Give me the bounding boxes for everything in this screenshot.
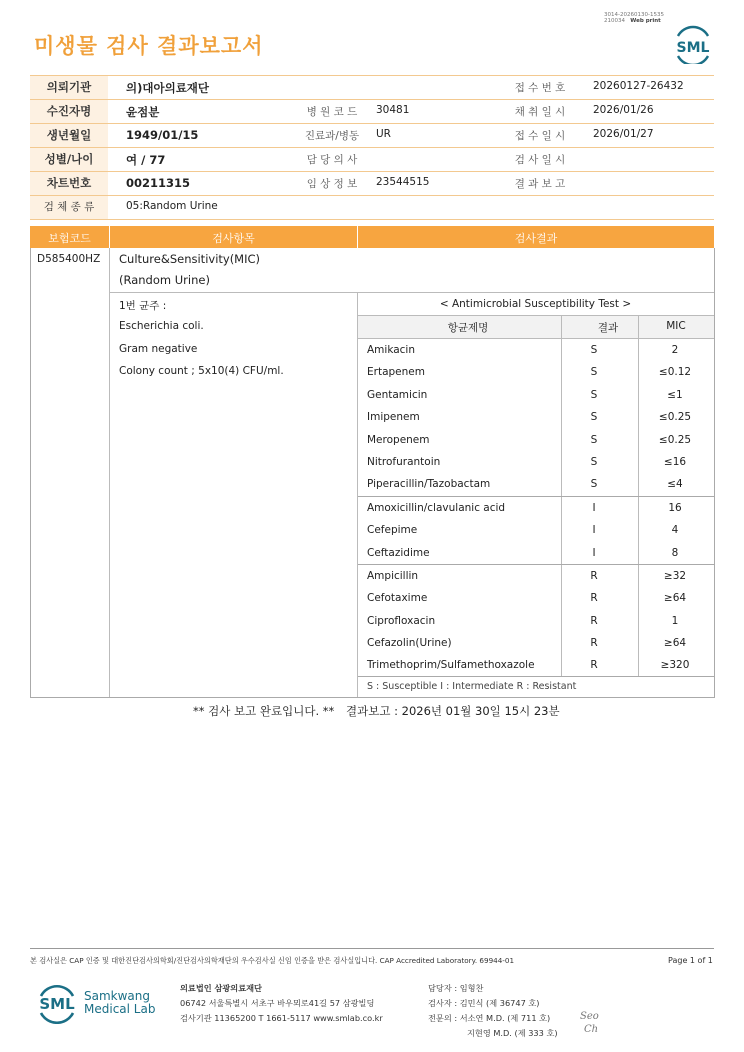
label-accession-no: 접 수 번 호	[514, 82, 566, 94]
value-requester: 의)대아의료재단	[126, 81, 210, 95]
value-specimen-type: 05:Random Urine	[126, 200, 218, 212]
label-chart-no: 차트번호	[30, 172, 108, 195]
value-received-date: 2026/01/27	[593, 128, 654, 140]
ast-row	[358, 496, 714, 519]
drug-mic: 4	[671, 524, 679, 537]
ast-row	[358, 361, 714, 383]
drug-name: Amoxicillin/clavulanic acid	[367, 501, 506, 514]
insurance-code: D585400HZ	[37, 253, 101, 265]
patient-info-table	[30, 75, 714, 220]
label-received-date: 접 수 일 시	[514, 130, 566, 142]
ast-row	[358, 339, 714, 361]
col-mic: MIC	[666, 320, 686, 332]
value-hospital-code: 30481	[376, 104, 410, 116]
org-address: 06742 서울특별시 서초구 바우뫼로41길 57 삼광빌딩	[180, 998, 375, 1008]
drug-result: R	[590, 569, 598, 582]
drug-result: I	[592, 524, 596, 537]
ast-row	[358, 564, 714, 587]
staff-info	[428, 981, 558, 1041]
sml-logo-icon	[672, 24, 714, 64]
stamp-web: Web print	[630, 18, 661, 24]
drug-name: Ertapenem	[367, 366, 425, 379]
row-divider	[358, 676, 714, 677]
drug-mic: ≤1	[667, 388, 683, 401]
drug-mic: 16	[668, 501, 682, 514]
report-complete-text: ** 검사 보고 완료입니다. **	[193, 704, 335, 718]
drug-name: Cefotaxime	[367, 592, 428, 605]
ast-rows	[358, 339, 714, 677]
drug-result: R	[590, 637, 598, 650]
drug-result: S	[590, 411, 598, 424]
drug-result: R	[590, 614, 598, 627]
value-sex-age: 여 / 77	[126, 153, 166, 167]
value-collection-date: 2026/01/26	[593, 104, 654, 116]
drug-mic: ≤4	[667, 478, 683, 491]
label-birth-date: 생년월일	[30, 124, 108, 147]
info-row	[30, 124, 714, 148]
stamp-code: 210034	[604, 18, 625, 24]
header-divider	[109, 226, 110, 248]
label-physician: 담 당 의 사	[306, 154, 358, 166]
drug-result: I	[592, 501, 596, 514]
ast-row	[358, 384, 714, 406]
info-row	[30, 75, 714, 100]
ast-row	[358, 542, 714, 564]
drug-result: R	[590, 592, 598, 605]
ast-row	[358, 429, 714, 451]
org-info	[180, 981, 383, 1026]
header-test-item: 검사항목	[212, 232, 255, 245]
col-drug: 항균제명	[447, 322, 489, 334]
sml-logo-icon	[36, 982, 78, 1024]
signature	[580, 1010, 599, 1036]
organism-name: Escherichia coli.	[119, 320, 204, 332]
signature-2: Ch	[584, 1024, 599, 1035]
drug-mic: ≥320	[660, 659, 690, 672]
drug-name: Imipenem	[367, 411, 420, 424]
drug-name: Cefepime	[367, 524, 418, 537]
drug-mic: 1	[671, 614, 679, 627]
ast-row	[358, 632, 714, 654]
value-accession-no: 20260127-26432	[593, 80, 684, 92]
staff-name: 지현영 M.D. (제 333 호)	[467, 1028, 558, 1038]
info-row	[30, 196, 714, 220]
label-department: 진료과/병동	[304, 130, 360, 142]
drug-mic: ≥64	[663, 592, 687, 605]
value-patient-name: 윤점분	[126, 105, 160, 119]
ast-row	[358, 587, 714, 609]
header-divider	[357, 226, 358, 248]
ast-row	[358, 473, 714, 495]
ast-title: < Antimicrobial Susceptibility Test >	[439, 298, 632, 310]
brand-line2: Medical Lab	[84, 1002, 156, 1016]
value-department: UR	[376, 128, 391, 140]
value-clinical-info: 23544515	[376, 176, 430, 188]
drug-mic: ≤0.25	[658, 411, 692, 424]
label-test-date: 검 사 일 시	[514, 154, 566, 166]
svg-text:SML: SML	[39, 995, 75, 1013]
drug-mic: ≤16	[663, 455, 687, 468]
drug-mic: ≤0.25	[658, 433, 692, 446]
brand-name	[84, 990, 155, 1016]
col-result: 결과	[597, 322, 619, 334]
report-datetime: 결과보고 : 2026년 01월 30일 15시 23분	[346, 704, 560, 718]
drug-result: S	[590, 366, 598, 379]
svg-text:SML: SML	[676, 40, 710, 56]
staff-name: 임형찬	[459, 983, 484, 993]
ast-row	[358, 519, 714, 541]
label-specimen-type: 검 체 종 류	[30, 196, 108, 219]
drug-result: S	[590, 455, 598, 468]
page-number: Page 1 of 1	[668, 956, 713, 965]
drug-result: R	[590, 659, 598, 672]
test-item-specimen: (Random Urine)	[119, 273, 210, 287]
drug-name: Cefazolin(Urine)	[367, 637, 452, 650]
drug-name: Nitrofurantoin	[367, 455, 441, 468]
drug-name: Meropenem	[367, 433, 430, 446]
drug-name: Ampicillin	[367, 569, 419, 582]
header-test-result: 검사결과	[514, 232, 558, 245]
info-row	[30, 148, 714, 172]
drug-mic: 2	[671, 344, 679, 356]
ast-row	[358, 406, 714, 428]
drug-result: S	[590, 388, 598, 401]
value-chart-no: 00211315	[126, 176, 191, 190]
staff-label: 전문의 :	[428, 1013, 458, 1023]
header-insurance-code: 보험코드	[48, 232, 91, 245]
drug-name: Gentamicin	[367, 388, 428, 401]
drug-mic: 8	[671, 546, 679, 559]
result-legend: S : Susceptible I : Intermediate R : Resistant	[367, 681, 577, 692]
row-divider	[109, 292, 714, 293]
certification-text: 본 검사실은 CAP 인증 및 대한진단검사의학회/진단검사의학재단의 우수검사실 신임 인증을 받은 검사실입니다. CAP Accredited Laboratory. 69944-01	[30, 956, 515, 965]
label-report-date: 결 과 보 고	[514, 178, 566, 190]
organism-title: 1번 균주 :	[119, 300, 167, 312]
org-name: 의료법인 삼광의료재단	[180, 983, 262, 993]
staff-name: 서소연 M.D. (제 711 호)	[459, 1013, 551, 1023]
drug-mic: ≤0.12	[658, 366, 692, 379]
label-hospital-code: 병 원 코 드	[306, 106, 358, 118]
drug-result: S	[590, 433, 598, 446]
info-row	[30, 100, 714, 124]
print-stamp	[604, 12, 664, 24]
signature-1: Seo	[580, 1011, 599, 1022]
drug-name: Ciprofloxacin	[367, 614, 436, 627]
drug-name: Ceftazidime	[367, 546, 430, 559]
label-sex-age: 성별/나이	[30, 148, 108, 171]
report-title: 미생물 검사 결과보고서	[34, 34, 264, 58]
label-clinical-info: 임 상 정 보	[306, 178, 358, 190]
staff-label: 담당자 :	[428, 983, 458, 993]
drug-result: S	[590, 344, 598, 356]
drug-result: I	[592, 546, 596, 559]
drug-mic: ≥32	[663, 569, 687, 582]
stamp-id: 3014-20260130-1535	[604, 12, 664, 18]
drug-name: Trimethoprim/Sulfamethoxazole	[367, 659, 535, 672]
value-birth-date: 1949/01/15	[126, 128, 199, 142]
staff-name: 김민식 (제 36747 호)	[459, 998, 540, 1008]
drug-name: Piperacillin/Tazobactam	[367, 478, 491, 491]
gram-stain: Gram negative	[119, 343, 198, 355]
ast-column-header	[358, 315, 714, 339]
ast-row	[358, 610, 714, 632]
info-row	[30, 172, 714, 196]
drug-result: S	[590, 478, 598, 491]
ast-row	[358, 654, 714, 676]
results-header	[30, 226, 714, 248]
footer-divider	[30, 948, 714, 949]
label-requester: 의뢰기관	[30, 76, 108, 99]
column-divider	[109, 248, 110, 697]
brand-line1: Samkwang	[84, 989, 150, 1003]
org-contact: 검사기관 11365200 T 1661-5117 www.smlab.co.kr	[180, 1013, 383, 1023]
label-collection-date: 채 취 일 시	[514, 106, 566, 118]
drug-name: Amikacin	[367, 344, 416, 356]
ast-row	[358, 451, 714, 473]
staff-label: 검사자 :	[428, 998, 458, 1008]
colony-count: Colony count ; 5x10(4) CFU/ml.	[119, 365, 284, 377]
drug-mic: ≥64	[663, 637, 687, 650]
label-patient-name: 수진자명	[30, 100, 108, 123]
test-item-name: Culture&Sensitivity(MIC)	[119, 252, 261, 266]
